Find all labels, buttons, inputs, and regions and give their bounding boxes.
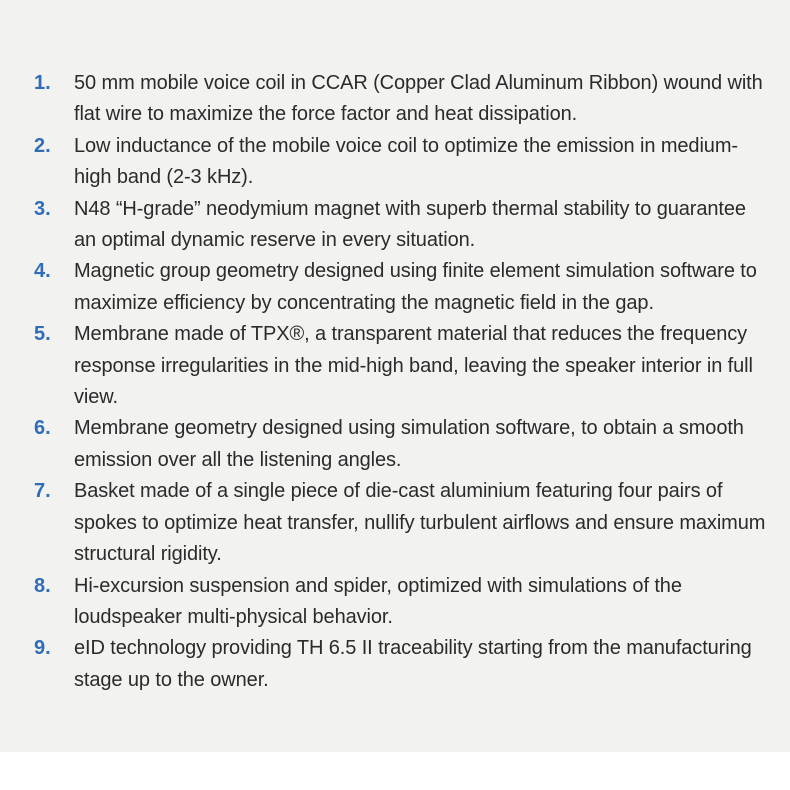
item-text: Membrane geometry designed using simulation software, to obtain a smooth emission over all the listening angles. [74,417,744,471]
item-text: eID technology providing TH 6.5 II traceability starting from the manufacturing stage up to the owner. [74,637,752,691]
list-item [26,413,766,476]
item-number: 9. [34,637,51,660]
item-number: 3. [34,197,51,220]
item-number: 8. [34,574,51,597]
item-text: Basket made of a single piece of die-cast aluminium featuring four pairs of spokes to optimize heat transfer, nullify turbulent airflows and ensure maximum structural rigidity. [74,480,766,566]
item-number: 4. [34,260,51,283]
feature-list [26,68,766,696]
item-number: 2. [34,134,51,157]
list-item [26,131,766,194]
list-item [26,194,766,257]
item-text: Hi-excursion suspension and spider, optimized with simulations of the loudspeaker multi-physical behavior. [74,574,682,628]
item-text: Low inductance of the mobile voice coil to optimize the emission in medium-high band (2-3 kHz). [74,134,738,189]
list-item [26,571,766,634]
list-item [26,256,766,319]
list-item [26,476,766,570]
item-text: 50 mm mobile voice coil in CCAR (Copper Clad Aluminum Ribbon) wound with flat wire to maximize the force factor and heat dissipation. [74,72,763,126]
item-text: Membrane made of TPX®, a transparent material that reduces the frequency response irregularities in the mid-high band, leaving the speaker interior in full view. [74,323,753,409]
item-number: 6. [34,417,51,440]
item-text: Magnetic group geometry designed using finite element simulation software to maximize efficiency by concentrating the magnetic field in the gap. [74,260,757,314]
list-item [26,319,766,413]
list-item [26,633,766,696]
list-item [26,68,766,131]
item-number: 5. [34,323,51,346]
item-number: 1. [34,72,51,94]
item-text: N48 “H-grade” neodymium magnet with superb thermal stability to guarantee an optimal dynamic reserve in every situation. [74,197,746,252]
item-number: 7. [34,480,51,503]
